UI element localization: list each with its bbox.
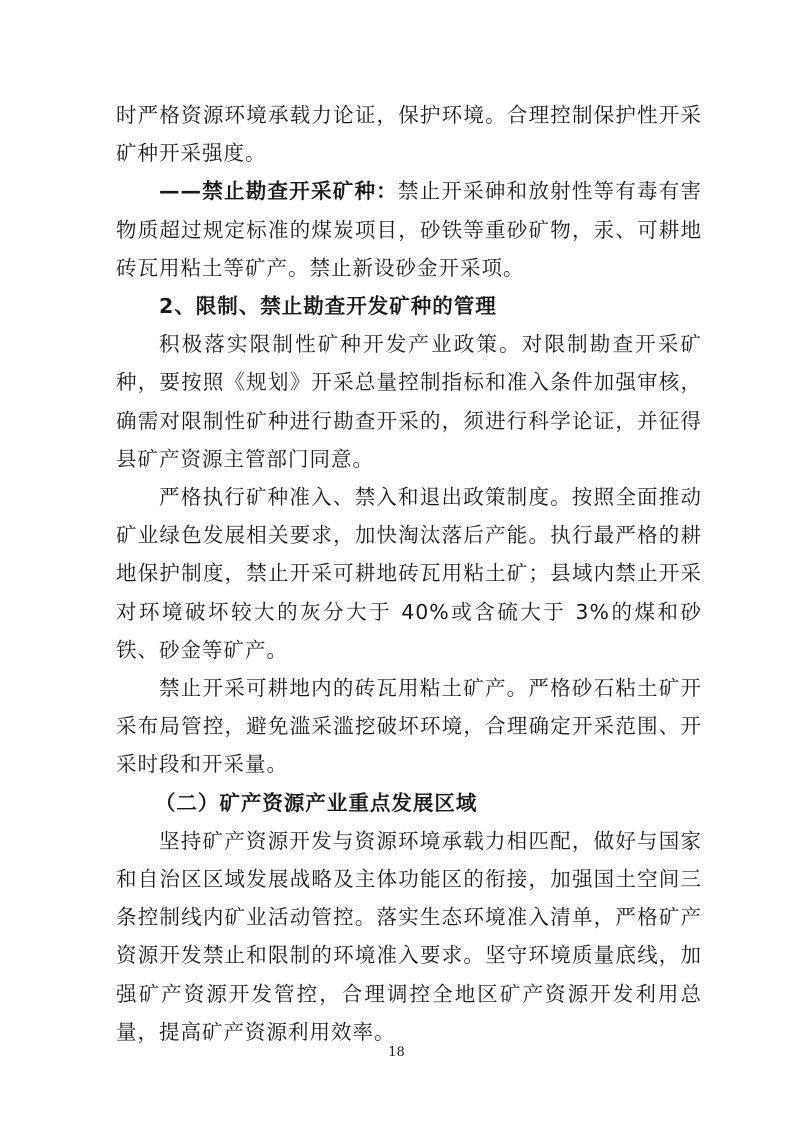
paragraph-restriction-policy: 积极落实限制性矿种开发产业政策。对限制勘查开采矿种，要按照《规划》开采总量控制指标和准入条件加强审核，确需对限制性矿种进行勘查开采的，须进行科学论证，并征得县矿产资源主管部门同意。 [116,332,702,471]
paragraph-access-policy: 严格执行矿种准入、禁入和退出政策制度。按照全面推动矿业绿色发展相关要求，加快淘汰落后产能。执行最严格的耕地保护制度，禁止开采可耕地砖瓦用粘土矿；县域内禁止开采对环境破坏较大的灰分大于 40%或含硫大于 3%的煤和砂铁、砂金等矿产。 [116,485,702,662]
page-number: 18 [388,1045,405,1060]
paragraph-continuation: 时严格资源环境承载力论证，保护环境。合理控制保护性开采矿种开采强度。 [116,103,702,166]
body-text [116,96,702,1051]
section-heading-development-areas: （二）矿产资源产业重点发展区域 [154,790,478,815]
prohibited-minerals-lead: ——禁止勘查开采矿种： [159,179,398,204]
paragraph-development-areas: 坚持矿产资源开发与资源环境承载力相匹配，做好与国家和自治区区域发展战略及主体功能区的衔接，加强国土空间三条控制线内矿业活动管控。落实生态环境准入清单，严格矿产资源开发禁止和限制的环境准入要求。坚守环境质量底线，加强矿产资源开发管控，合理调控全地区矿产资源开发利用总量，提高矿产资源利用效率。 [116,828,702,1044]
section-heading-management: 2、限制、禁止勘查开发矿种的管理 [159,294,497,319]
paragraph-prohibited-minerals [116,172,702,287]
prohibited-minerals-text: 禁止开采砷和放射性等有毒有害物质超过规定标准的煤炭项目，砂铁等重砂矿物，汞、可耕地砖瓦用粘土等矿产。禁止新设砂金开采项。 [116,179,703,280]
paragraph-clay-control: 禁止开采可耕地内的砖瓦用粘土矿产。严格砂石粘土矿开采布局管控，避免滥采滥挖破坏环境，合理确定开采范围、开采时段和开采量。 [116,676,702,777]
